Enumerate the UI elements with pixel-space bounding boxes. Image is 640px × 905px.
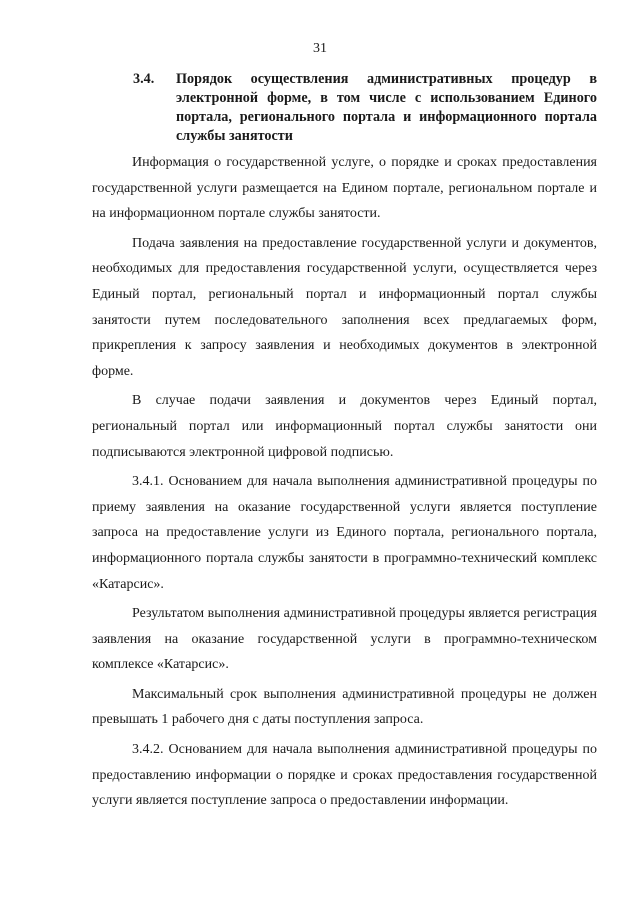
paragraph-max-term: Максимальный срок выполнения административной процедуры не должен превышать 1 рабочего дня с даты поступления запроса. [92, 686, 597, 728]
paragraph-signature: В случае подачи заявления и документов через Единый портал, региональный портал или информационный портал службы занятости они подписываются электронной цифровой подписью. [92, 393, 597, 460]
document-body [92, 150, 597, 818]
section-number: 3.4. [133, 71, 155, 87]
paragraph-info-location: Информация о государственной услуге, о порядке и сроках предоставления государственной услуги размещается на Едином портале, региональном портале и на информационном портале службы занятости. [92, 155, 597, 222]
section-title: Порядок осуществления административных процедур в электронной форме, в том числе с использованием Единого портала, регионального портала и информационного портала службы занятости [176, 71, 597, 144]
paragraph-result: Результатом выполнения административной процедуры является регистрация заявления на оказание государственной услуги в программно-техническом комплексе «Катарсис». [92, 606, 597, 673]
page-number: 31 [313, 41, 327, 56]
section-heading [133, 70, 597, 146]
paragraph-3-4-2: 3.4.2. Основанием для начала выполнения административной процедуры по предоставлению информации о порядке и сроках предоставления государственной услуги является поступление запроса о предоставлении информации. [92, 742, 597, 809]
paragraph-3-4-1: 3.4.1. Основанием для начала выполнения административной процедуры по приему заявления на оказание государственной услуги является поступление запроса на предоставление услуги из Единого портала, регионального портала, информационного портала службы занятости в программно-технический комплекс «Катарсис». [92, 474, 597, 592]
paragraph-submission: Подача заявления на предоставление государственной услуги и документов, необходимых для предоставления государственной услуги, осуществляется через Единый портал, региональный портал и информационный портал службы занятости путем последовательного заполнения всех предлагаемых форм, прикрепления к запросу заявления и необходимых документов в электронной форме. [92, 235, 597, 379]
